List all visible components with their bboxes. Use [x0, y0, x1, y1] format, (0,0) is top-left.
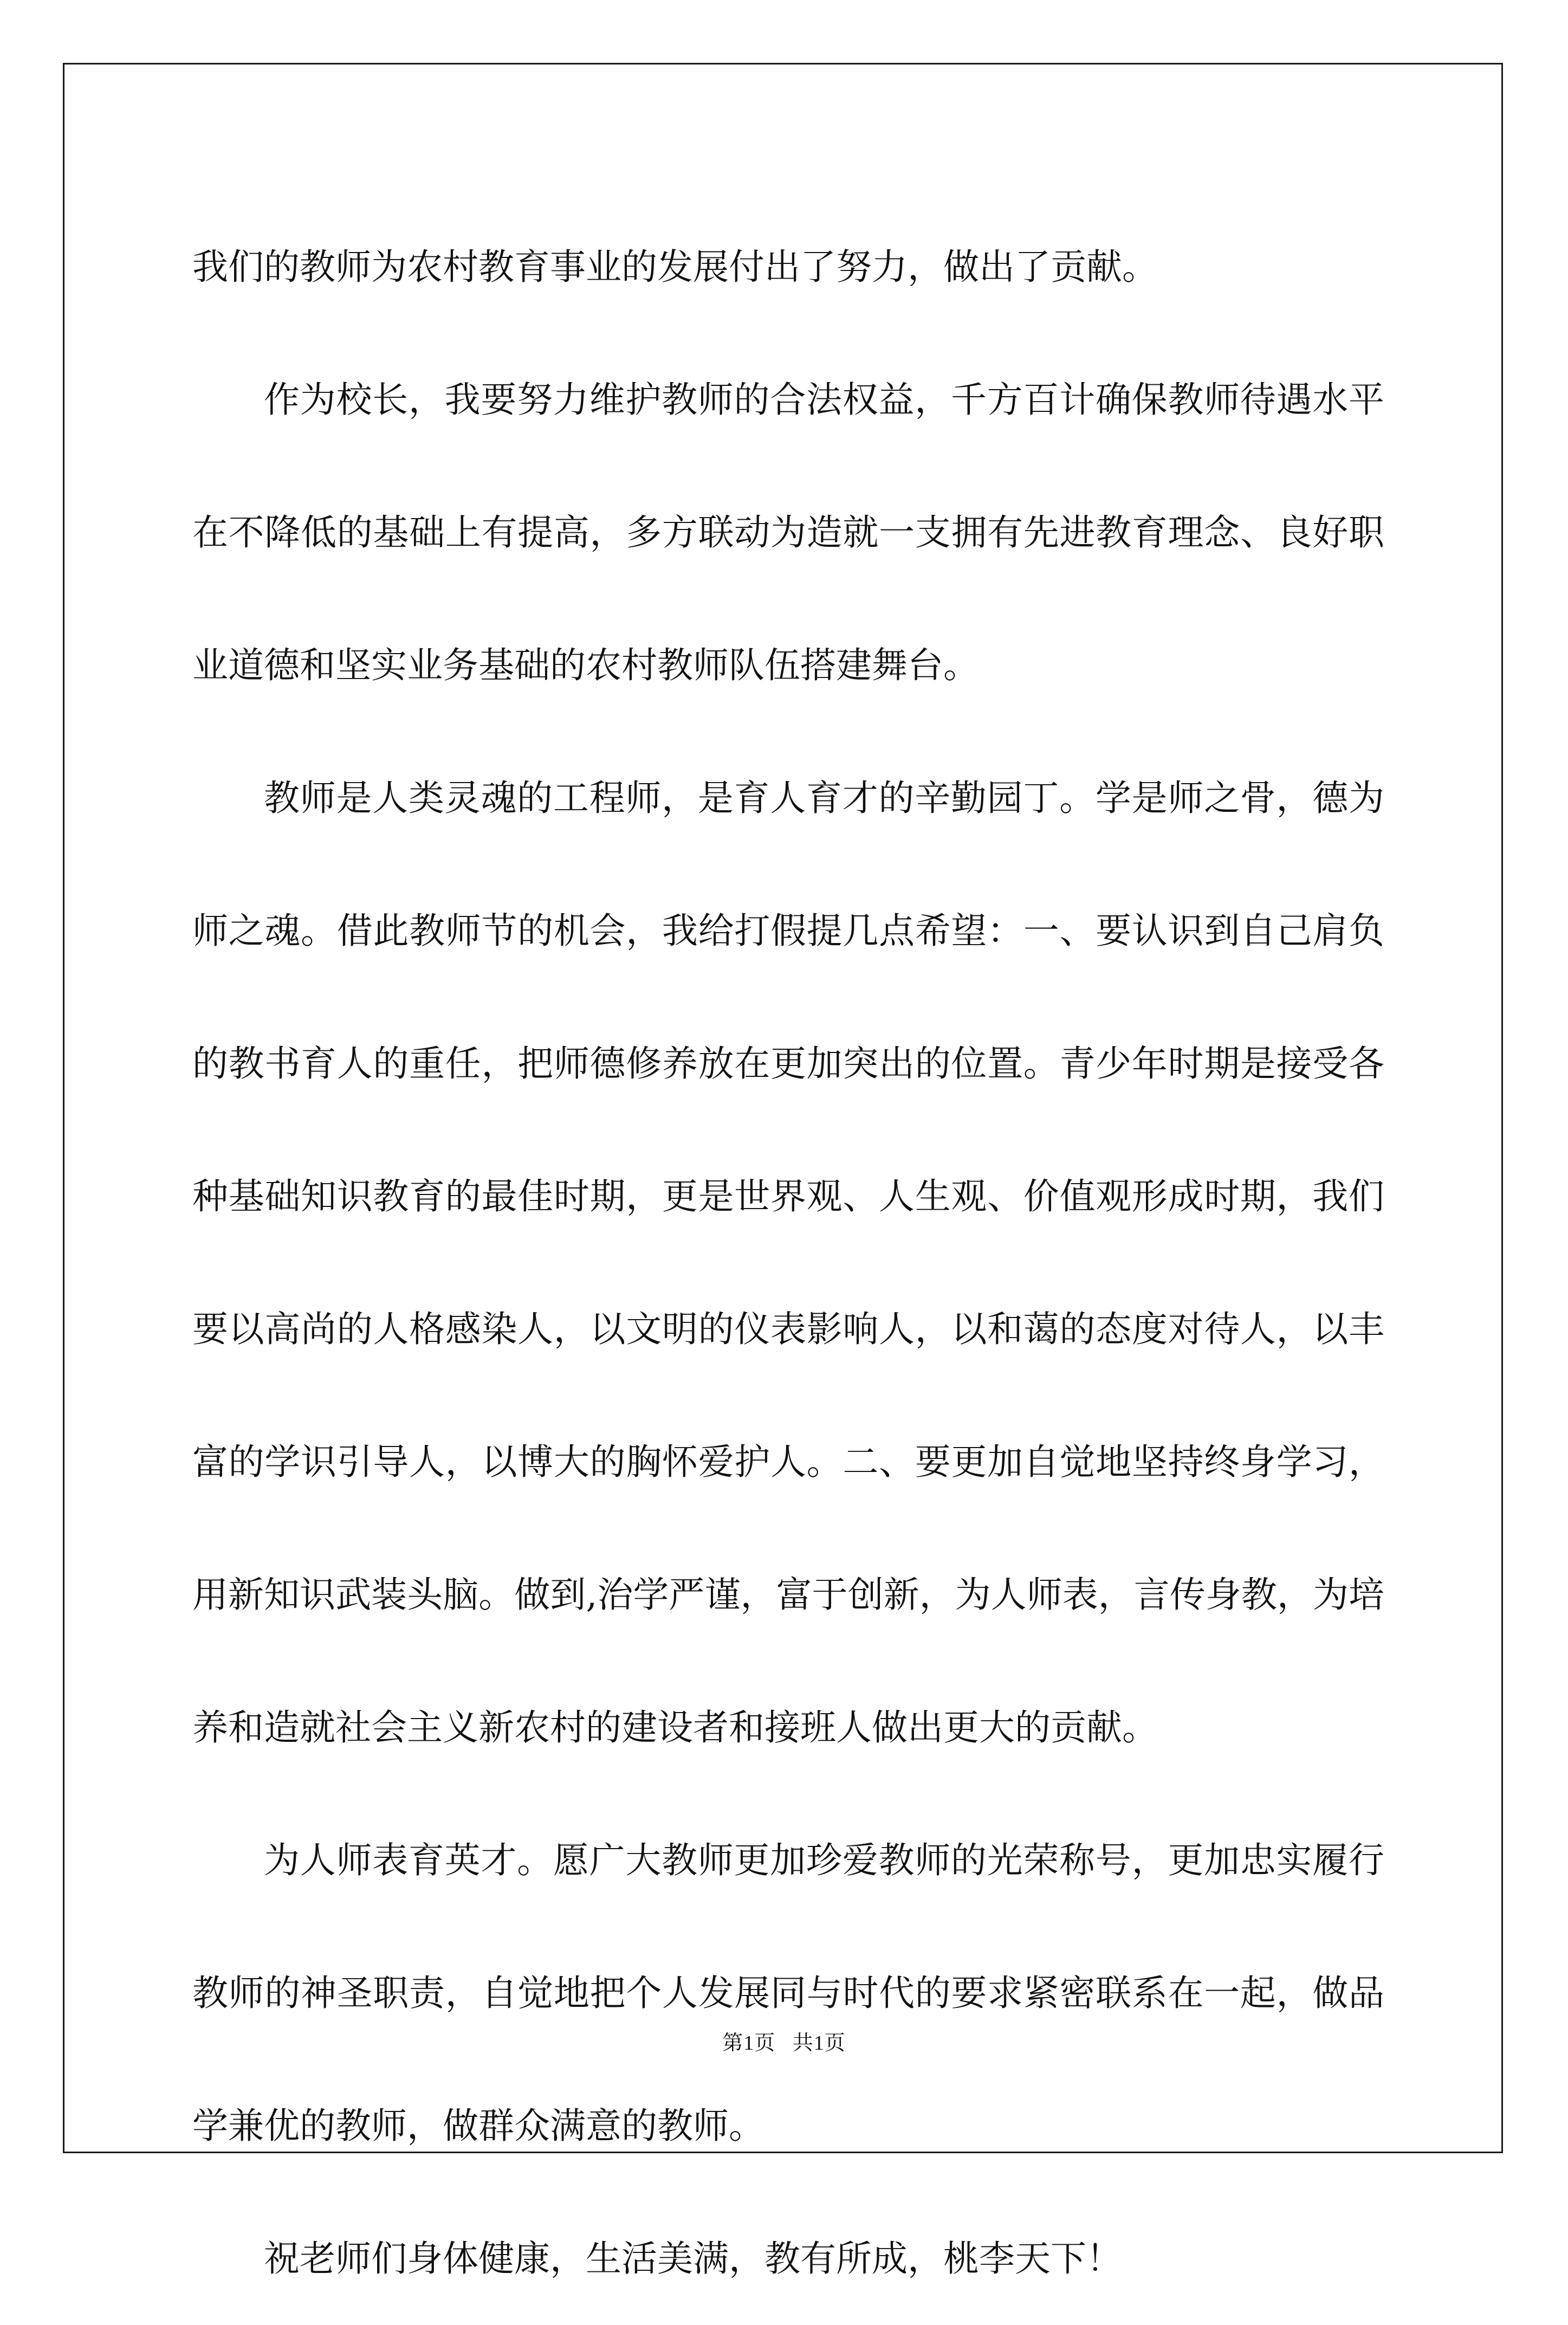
- paragraph-1: 我们的教师为农村教育事业的发展付出了努力，做出了贡献。: [192, 246, 1158, 288]
- paragraph-3: 教师是人类灵魂的工程师，是育人育才的辛勤园丁。学是师之骨，德为师之魂。借此教师节的机会，我给打假提几点希望：一、要认识到自己肩负的教书育人的重任，把师德修养放在更加突出的位置。青少年时期是接受各种基础知识教育的最佳时期，更是世界观、人生观、价值观形成时期，我们要以高尚的人格感染人，以文明的仪表影响人，以和蔼的态度对待人，以丰富的学识引导人，以博大的胸怀爱护人。二、要更加自觉地坚持终身学习，用新知识武装头脑。做到,治学严谨，富于创新，为人师表，言传身教，为培养和造就社会主义新农村的建设者和接班人做出更大的贡献。: [192, 777, 1384, 1748]
- document-body: [192, 201, 1384, 2325]
- paragraph-4: 为人师表育英才。愿广大教师更加珍爱教师的光荣称号，更加忠实履行教师的神圣职责，自觉地把个人发展同与时代的要求紧密联系在一起，做品学兼优的教师，做群众满意的教师。: [192, 1839, 1384, 2147]
- paragraph-2: 作为校长，我要努力维护教师的合法权益，千方百计确保教师待遇水平在不降低的基础上有提高，多方联动为造就一支拥有先进教育理念、良好职业道德和坚实业务基础的农村教师队伍搭建舞台。: [192, 379, 1384, 686]
- page-number: 第1页: [722, 2032, 776, 2055]
- paragraph-5: 祝老师们身体健康，生活美满，教有所成，桃李天下！: [264, 2238, 1122, 2279]
- page-total: 共1页: [792, 2032, 846, 2055]
- page-footer: [0, 2026, 1568, 2056]
